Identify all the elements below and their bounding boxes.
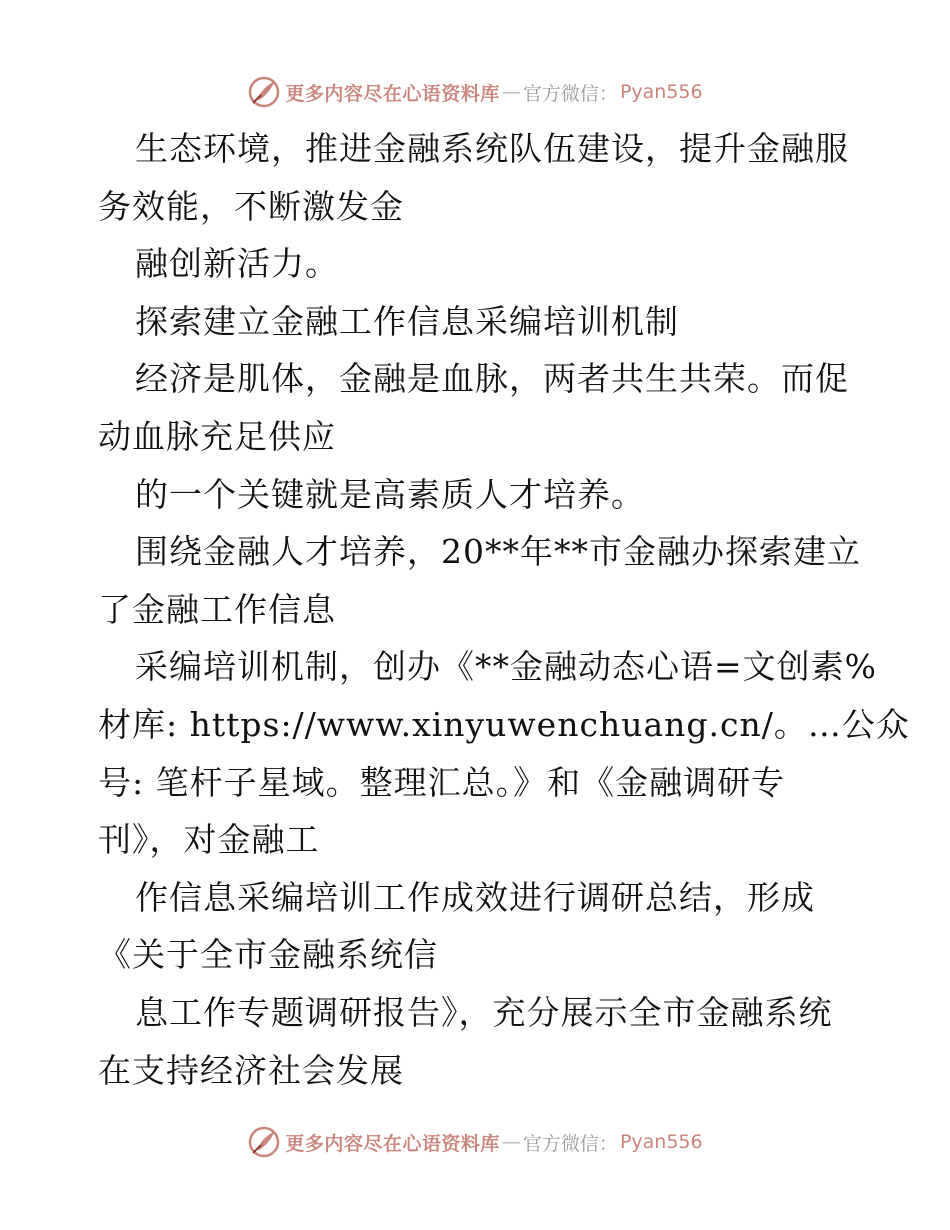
watermark-id: Pyan556	[619, 1131, 703, 1153]
section-heading: 探索建立金融工作信息采编培训机制	[135, 301, 679, 341]
document-body	[98, 120, 910, 1099]
feather-logo-icon	[247, 1125, 281, 1159]
watermark-subtitle: 官方微信：	[522, 1132, 618, 1155]
text-line: 了金融工作信息	[98, 589, 336, 629]
watermark-id: Pyan556	[619, 81, 703, 103]
text-line: 作信息采编培训工作成效进行调研总结，形成	[135, 877, 815, 917]
text-line: 融创新活力。	[135, 244, 339, 284]
text-line: 材库: https://www.xinyuwenchuang.cn/。…公众	[98, 704, 910, 744]
watermark-dash: —	[501, 1131, 521, 1153]
text-line: 的一个关键就是高素质人才培养。	[135, 474, 645, 514]
text-line: 《关于全市金融系统信	[98, 935, 438, 975]
watermark-title: 更多内容尽在心语资料库	[285, 82, 500, 105]
text-line: 息工作专题调研报告》，充分展示全市金融系统	[135, 992, 833, 1032]
text-line: 动血脉充足供应	[98, 416, 336, 456]
text-line: 围绕金融人才培养，20**年**市金融办探索建立	[135, 532, 861, 572]
text-line: 刊》，对金融工	[98, 820, 320, 860]
watermark-subtitle: 官方微信：	[522, 82, 618, 105]
text-line: 生态环境，推进金融系统队伍建设，提升金融服	[135, 129, 849, 168]
feather-logo-icon	[247, 75, 281, 109]
text-line: 经济是肌体，金融是血脉，两者共生共荣。而促	[135, 359, 849, 399]
text-line: 在支持经济社会发展	[98, 1050, 404, 1090]
text-line: 号: 笔杆子星域。整理汇总。》和《金融调研专	[98, 762, 786, 802]
footer-watermark	[0, 1122, 950, 1162]
header-watermark	[0, 72, 950, 112]
watermark-title: 更多内容尽在心语资料库	[285, 1132, 500, 1155]
text-line: 采编培训机制，创办《**金融动态心语=文创素%	[135, 647, 878, 687]
text-line: 务效能，不断激发金	[98, 186, 404, 226]
watermark-dash: —	[501, 81, 521, 103]
